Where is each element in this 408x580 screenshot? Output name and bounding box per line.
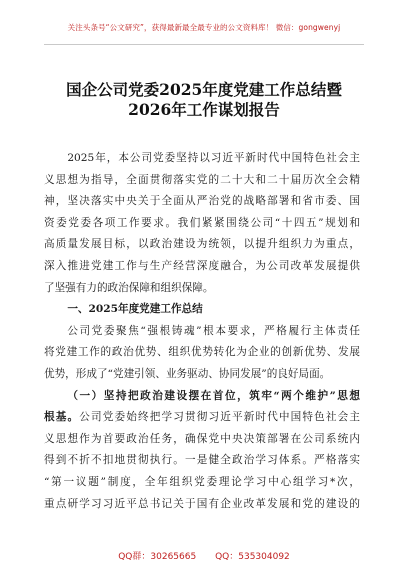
paragraph-3-line: “第一议题”制度，全年组织党委理论学习中心组学习*次， (44, 475, 360, 488)
paragraph-1-line: 高质量发展目标，以政治建设为统领，以提升组织力为重点， (44, 238, 360, 251)
paragraph-3-line: 得到不折不扣地贯彻执行。一是健全政治学习体系。严格落实 (44, 454, 360, 467)
paragraph-1-line: 2025年，本公司党委坚持以习近平新时代中国特色社会主 (67, 152, 360, 164)
subsection-heading: （一）坚持把政治建设摆在首位，筑牢“两个维护”思想 (67, 389, 360, 402)
document-title (40, 80, 368, 120)
paragraph-3-line: 根基。公司党委始终把学习贯彻习近平新时代中国特色社会主 (44, 411, 360, 424)
document-body (44, 148, 360, 515)
footer-qq: QQ：535304092 (215, 552, 290, 562)
paragraph-3-line: 义思想作为首要政治任务，确保党中央决策部署在公司系统内 (44, 432, 360, 445)
header-divider (44, 44, 364, 45)
paragraph-2-line: 将党建工作的政治优势、组织优势转化为企业的创新优势、发展 (44, 346, 360, 359)
paragraph-1-line: 深入推进党建工作与生产经营深度融合，为公司改革发展提供 (44, 259, 360, 272)
footer-qq-group: QQ群：30265665 (118, 552, 197, 562)
paragraph-1-line: 神，坚决落实中央关于全面从严治党的战略部署和省市委、国 (44, 195, 360, 208)
paragraph-1-line: 义思想为指导，全面贯彻落实党的二十大和二十届历次全会精 (44, 173, 360, 186)
title-line-1: 国企公司党委2025年度党建工作总结暨 (66, 80, 342, 99)
paragraph-1-line: 了坚强有力的政治保障和组织保障。 (44, 281, 214, 294)
paragraph-2-line: 优势，形成了“党建引领、业务驱动、协同发展”的良好局面。 (44, 367, 331, 380)
paragraph-1-line: 资委党委各项工作要求。我们紧紧围绕公司“十四五”规划和 (44, 216, 360, 229)
paragraph-3-line: 重点研学习习近平总书记关于国有企业改革发展和党的建设的 (44, 497, 360, 510)
title-line-2: 2026年工作谋划报告 (128, 100, 280, 119)
paragraph-2-line: 公司党委聚焦“强根铸魂”根本要求，严格履行主体责任 (67, 324, 360, 337)
footer-contact (0, 549, 408, 562)
section-heading: 一、2025年度党建工作总结 (67, 303, 203, 316)
header-promo-note: 关注头条号“公文研究”，获得最新最全最专业的公文资料库！ 微信：gongwenyj (67, 23, 341, 32)
subsection-heading-continuation: 根基。 (44, 411, 80, 424)
